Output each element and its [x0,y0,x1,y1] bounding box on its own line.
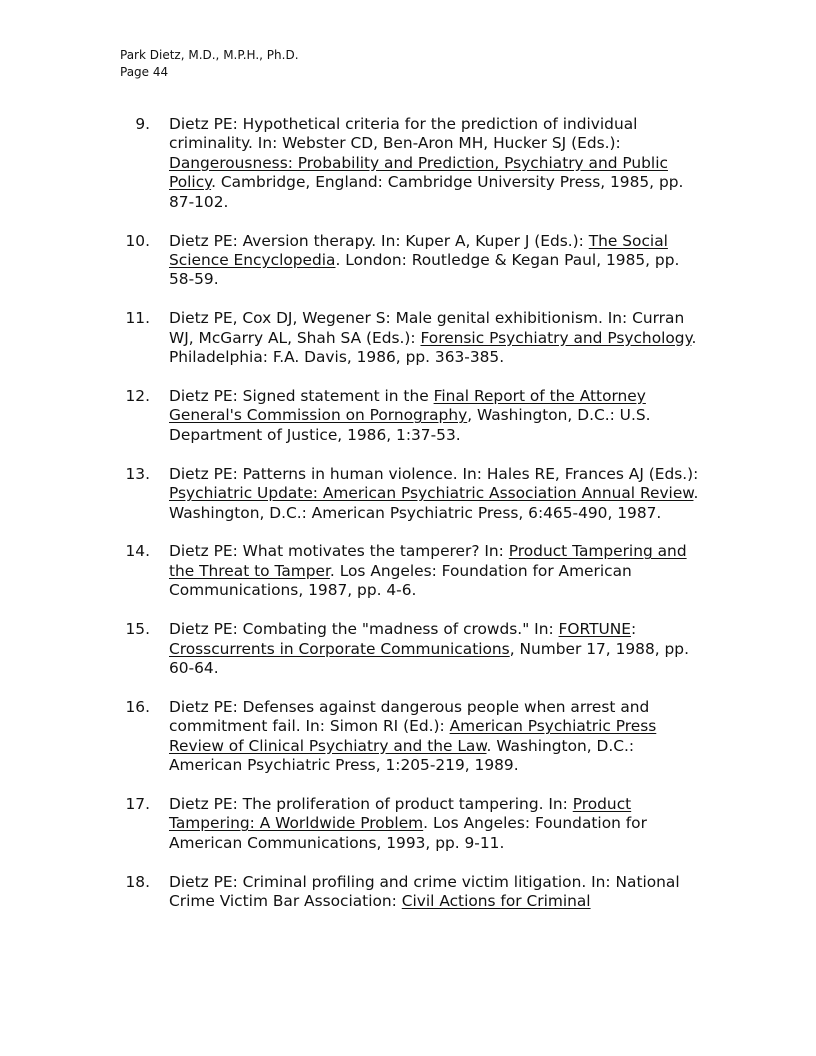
reference-text: Dietz PE: Criminal profiling and crime victim litigation. In: National Crime Victim Bar Association: [169,872,680,911]
reference-item [120,795,700,853]
reference-item [120,873,700,912]
reference-title: Product Tampering: A Worldwide Problem [169,794,632,833]
reference-text: . Los Angeles: Foundation for American Communications, 1987, pp. 4-6. [169,561,632,600]
reference-number: 9. [135,115,150,133]
reference-title: Final Report of the Attorney General's Commission on Pornography [169,386,646,425]
page-number: Page 44 [120,65,169,79]
reference-number: 15. [125,620,150,639]
reference-text: . London: Routledge & Kegan Paul, 1985, pp. 58-59. [169,250,680,289]
reference-item [120,620,700,678]
reference-number: 16. [125,697,150,716]
reference-text: Dietz PE, Cox DJ, Wegener S: Male genital exhibitionism. In: Curran WJ, McGarry AL, Shah SA (Eds.): [169,309,685,347]
reference-list [120,115,700,931]
reference-text: : [631,620,637,639]
reference-text: . Philadelphia: F.A. Davis, 1986, pp. 363-385. [169,328,697,367]
reference-title: Dangerousness: Probability and Prediction, Psychiatry and Public Policy [169,153,668,192]
reference-item [120,542,700,600]
reference-number: 10. [125,231,150,250]
reference-text: . Washington, D.C.: American Psychiatric Press, 6:465-490, 1987. [169,484,699,522]
reference-number: 13. [125,464,150,483]
reference-title: Crosscurrents in Corporate Communications [169,639,510,658]
reference-text: . Washington, D.C.: American Psychiatric Press, 1:205-219, 1989. [169,736,635,775]
reference-title: Product Tampering and the Threat to Tamper [169,542,687,580]
reference-item [120,698,700,776]
author-name: Park Dietz, M.D., M.P.H., Ph.D. [120,48,299,62]
reference-text: Dietz PE: Defenses against dangerous people when arrest and commitment fail. In: Simon RI (Ed.): [169,697,650,736]
reference-text: , Washington, D.C.: U.S. Department of Justice, 1986, 1:37-53. [169,406,651,444]
reference-number: 17. [125,794,150,813]
reference-text: Dietz PE: Combating the "madness of crowds." In: [169,620,559,639]
reference-number: 12. [125,386,150,405]
reference-title: The Social Science Encyclopedia [169,231,668,269]
reference-text: . Los Angeles: Foundation for American Communications, 1993, pp. 9-11. [169,814,647,852]
reference-text: Dietz PE: Aversion therapy. In: Kuper A, Kuper J (Eds.): [169,231,589,250]
reference-item [120,309,700,367]
reference-title: Civil Actions for Criminal [401,892,591,911]
reference-item [120,232,700,290]
reference-title: Psychiatric Update: American Psychiatric Association Annual Review [169,484,694,503]
reference-item [120,465,700,523]
reference-item [120,387,700,445]
reference-text: Dietz PE: Hypothetical criteria for the prediction of individual criminality. In: Webster CD, Ben-Aron MH, Hucker SJ (Eds.): [169,115,638,153]
page-header [120,47,299,81]
reference-text: Dietz PE: What motivates the tamperer? In: [169,542,509,561]
reference-title: Forensic Psychiatry and Psychology [420,328,692,347]
reference-number: 11. [125,309,150,328]
reference-title: American Psychiatric Press Review of Clinical Psychiatry and the Law [169,717,657,755]
reference-text: Dietz PE: The proliferation of product tampering. In: [169,794,573,813]
reference-number: 18. [125,872,150,891]
reference-text: , Number 17, 1988, pp. 60-64. [169,639,689,677]
reference-title: FORTUNE [558,620,631,639]
reference-text: Dietz PE: Signed statement in the [169,386,434,405]
reference-text: Dietz PE: Patterns in human violence. In: Hales RE, Frances AJ (Eds.): [169,464,699,483]
reference-text: . Cambridge, England: Cambridge University Press, 1985, pp. 87-102. [169,173,684,211]
reference-item [120,115,700,212]
reference-number: 14. [125,542,150,561]
